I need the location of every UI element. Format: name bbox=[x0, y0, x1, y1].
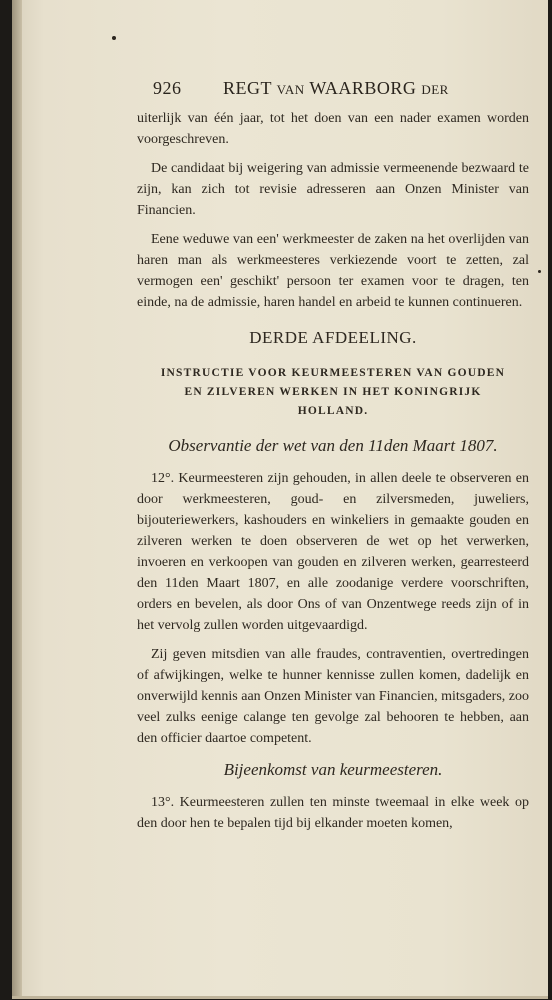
ink-spot bbox=[112, 36, 116, 40]
paragraph: uiterlijk van één jaar, tot het doen van een nader examen worden voorgeschreven. bbox=[137, 111, 529, 147]
subheading-bijeenkomst: Bijeenkomst van keurmeesteren. bbox=[223, 760, 443, 779]
book-page bbox=[12, 0, 548, 999]
instruction-heading bbox=[137, 364, 529, 421]
instruction-line: HOLLAND. bbox=[297, 405, 369, 417]
paragraph: 13°. Keurmeesteren zullen ten minste tweemaal in elke week op den door hen te bepalen tijd bij elkander moeten komen, bbox=[137, 795, 529, 831]
page-body bbox=[137, 108, 529, 842]
paragraph: De candidaat bij weigering van admissie vermeenende bezwaard te zijn, kan zich tot revisie adresseren aan Onzen Minister van Financien. bbox=[137, 161, 529, 218]
section-title: DERDE AFDEELING. bbox=[249, 328, 417, 347]
instruction-line: EN ZILVEREN WERKEN IN HET KONINGRIJK bbox=[184, 386, 482, 398]
running-header bbox=[153, 78, 463, 104]
page-binding-edge bbox=[12, 0, 22, 996]
paragraph: Eene weduwe van een' werkmeester de zaken na het overlijden van haren man als werkmeesteres verkiezende voort te zetten, zal vermogen een' geschikt' persoon ter examen voor te dragen, ten einde, na de admissie, haren handel en arbeid te kunnen continueren. bbox=[137, 232, 529, 310]
running-title: REGT van WAARBORG der bbox=[223, 78, 449, 98]
page-number: 926 bbox=[153, 78, 182, 98]
subheading-observantie: Observantie der wet van den 11den Maart 1807. bbox=[168, 436, 498, 455]
instruction-line: INSTRUCTIE VOOR KEURMEESTEREN VAN GOUDEN bbox=[160, 367, 506, 379]
paragraph: 12°. Keurmeesteren zijn gehouden, in allen deele te observeren en door werkmeesteren, goud- en zilversmeden, juweliers, bijouteriewerkers, kashouders en winkeliers in gemaakte gouden en zilveren werken te doen observeren de wet op het verwerken, invoeren en verkoopen van gouden en zilveren werken, gearresteerd den 11den Maart 1807, en alle zoodanige verdere voorschriften, orders en bevelen, als door Ons of van Onzentwege reeds zijn of in het vervolg zullen worden uitgevaardigd. bbox=[137, 471, 529, 633]
paragraph: Zij geven mitsdien van alle fraudes, contraventien, overtredingen of afwijkingen, welke te hunner kennisse zullen komen, dadelijk en onverwijld kennis aan Onzen Minister van Financien, mitsgaders, zoo veel zulks eenige calange ten gevolge zal behooren te hebben, aan den officier daartoe competent. bbox=[137, 647, 529, 746]
ink-spot bbox=[538, 270, 541, 273]
